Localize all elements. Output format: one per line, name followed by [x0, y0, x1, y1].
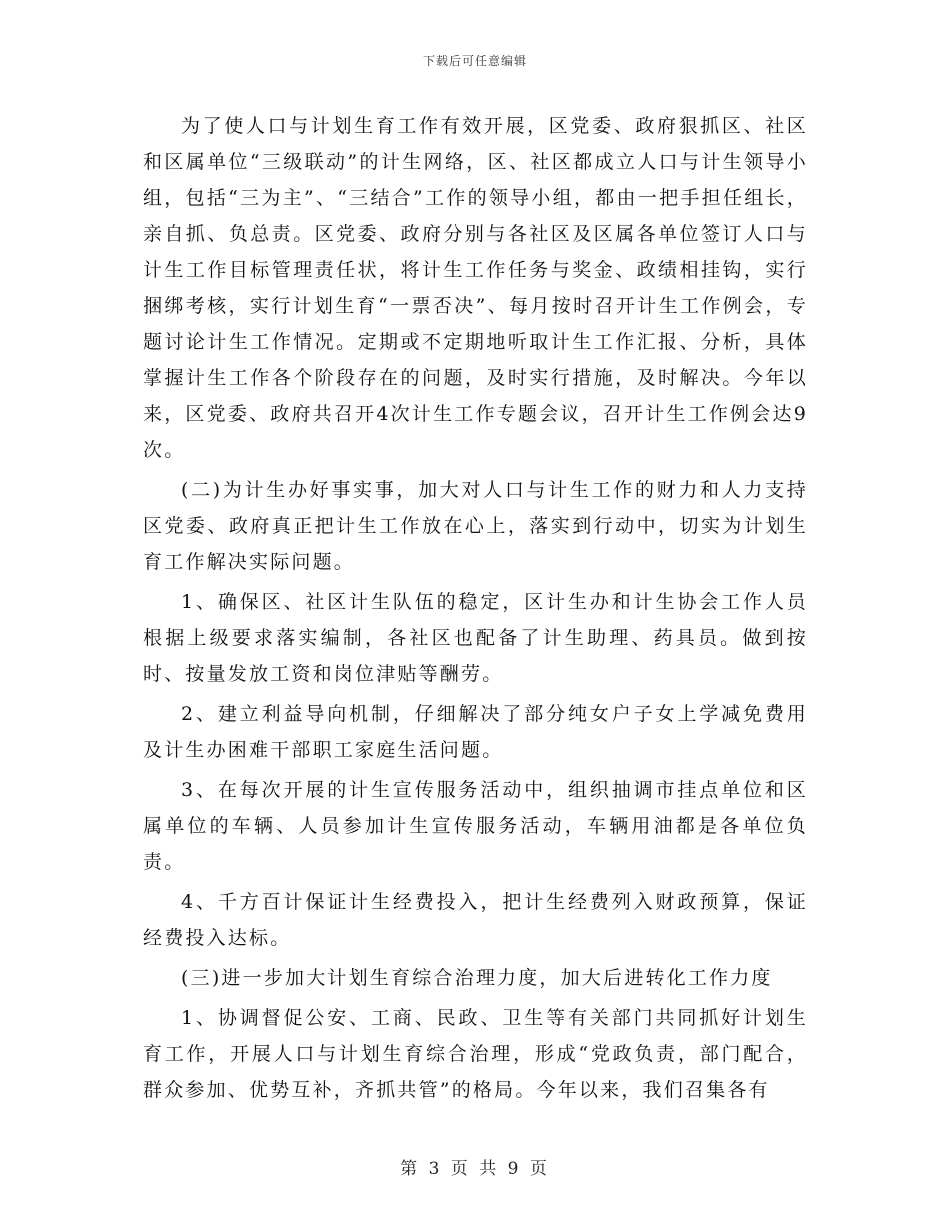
paragraph-4: 2、建立利益导向机制，仔细解决了部分纯女户子女上学减免费用及计生办困难干部职工家庭生活问题。 [143, 703, 808, 761]
paragraph-2: (二)为计生办好事实事，加大对人口与计生工作的财力和人力支持 区党委、政府真正把计生工作放在心上，落实到行动中，切实为计划生育工作解决实际问题。 [143, 479, 830, 573]
paragraph-1: 为了使人口与计划生育工作有效开展，区党委、政府狠抓区、社区和区属单位“三级联动”的计生网络，区、社区都成立人口与计生领导小组，包括“三为主”、“三结合”工作的领导小组，都由一把手担任组长，亲自抓、负总责。区党委、政府分别与各社区及区属各单位签订人口与计生工作目标管理责任状，将计生工作任务与奖金、政绩相挂钩，实行捆绑考核，实行计划生育“一票否决”、每月按时召开计生工作例会，专题讨论计生工作情况。定期或不定期地听取计生工作汇报、分析，具体掌握计生工作各个阶段存在的问题，及时实行措施，及时解决。今年以来，区党委、政府共召开4次计生工作专题会议，召开计生工作例会达9次。 [143, 115, 808, 461]
paragraph-6: 4、千方百计保证计生经费投入，把计生经费列入财政预算，保证经费投入达标。 [143, 891, 808, 949]
paragraph-5: 3、在每次开展的计生宣传服务活动中，组织抽调市挂点单位和区属单位的车辆、人员参加计生宣传服务活动，车辆用油都是各单位负责。 [143, 779, 808, 873]
page-number: 第 3 页 共 9 页 [400, 1159, 550, 1179]
paragraph-3: 1、确保区、社区计生队伍的稳定，区计生办和计生协会工作人员根据上级要求落实编制，各社区也配备了计生助理、药具员。做到按时、按量发放工资和岗位津贴等酬劳。 [143, 591, 808, 685]
document-body [143, 108, 830, 1112]
paragraph-7: (三)进一步加大计划生育综合治理力度，加大后进转化工作力度 [181, 967, 773, 989]
paragraph-8: 1、协调督促公安、工商、民政、卫生等有关部门共同抓好计划生育工作，开展人口与计划生育综合治理，形成“党政负责，部门配合，群众参加、优势互补，齐抓共管”的格局。今年以来，我们召集各有 [143, 1007, 808, 1101]
page-header-note: 下载后可任意编辑 [422, 54, 527, 68]
